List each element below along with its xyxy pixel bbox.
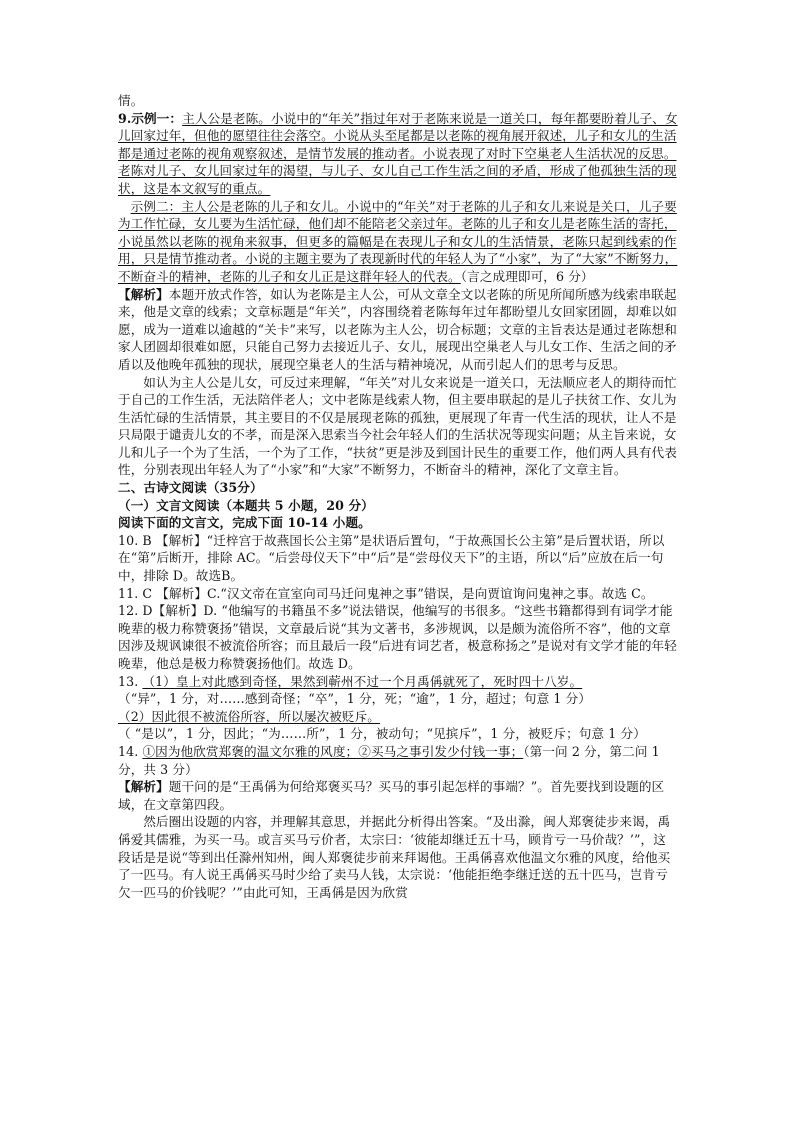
text-line: 情。 (118, 93, 144, 108)
score-note: （第一问 2 分，第二问 1 分，共 3 分） (118, 743, 660, 777)
analysis-text: 题干问的是“王禹偁为何给郑褒买马？买马的事引起怎样的事端？”。首先要找到设题的区域，在文章第四段。 (118, 779, 665, 812)
q9-analysis-2: 如认为主人公是儿女，可反过来理解，“年关”对儿女来说是一道关口，无法顺应老人的期待而忙于自己的工作生活，无法陪伴老人；文中老陈是线索人物，但主要串联起的是儿子扶贫工作、女儿为生活忙碌的生活情景，其主要目的不仅是展现老陈的孤独，更展现了年青一代生活的现状，让人不是只局限于谴责儿女的不孝，而是深入思索当今社会年轻人们的生活状况等现实问题；从主旨来说，女儿和儿子一个为了生活，一个为了工作，“扶贫”更是涉及到国计民生的重要工作，他们两人具有代表性，分别表现出年轻人为了“小家”和“大家”不断努力，不断奋斗的精神，深化了文章主旨。 (118, 374, 677, 478)
answer-text: ①因为他欣赏郑褒的温文尔雅的风度；②买马之事引发少付钱一事； (142, 743, 524, 759)
question-number: 13. (118, 673, 139, 689)
analysis-text: 本题开放式作答，如认为老陈是主人公，可从文章全文以老陈的所见所闻所感为线索串联起来，他是文章的线索；文章标题是“年关”，内容围绕着老陈每年过年都盼望儿女回家团圆，却难以如愿，成为一道难以逾越的“关卡”来写，以老陈为主人公，切合标题；文章的主旨表达是通过老陈想和家人团圆却很难如愿，只能自己努力去接近儿子、女儿，展现出空巢老人与儿女工作、生活之间的矛盾以及他晚年孤独的现状，展现空巢老人的生活与精神境况，从而引起人们的思考与反思。 (118, 286, 677, 372)
q10-answer: 10. B 【解析】“迁梓宫于故燕国长公主第”是状语后置句，“于故燕国长公主第”是后置状语，所以在“第”后断开，排除 AC。“后尝母仪天下”中“后”是“尝母仪天下”的主语，所以“后”应放在后一句中，排除 D。故选B。 (118, 532, 665, 584)
q14-analysis-2: 然后圈出设题的内容，并理解其意思，并据此分析得出答案。“及出滁，闽人郑褒徒步来谒，禹偁爱其儒雅，为买一马。或言买马亏价者，太宗曰：‘彼能却继迁五十马，顾肯亏一马价哉？’”，这段话是是说“等到出任滁州知州，闽人郑褒徒步前来拜谒他。王禹偁喜欢他温文尔雅的风度，给他买了一匹马。有人说王禹偁买马时少给了卖马人钱，太宗说：‘他能拒绝李继迁送的五十匹马，岂肯亏欠一匹马的价钱呢？’”由此可知，王禹偁是因为欣赏 (118, 814, 671, 900)
q13-line-1 (118, 673, 678, 691)
q14-analysis (118, 778, 678, 813)
q9-example-2 (118, 198, 678, 286)
q9-example-1 (118, 110, 678, 198)
q13-score-1: （“异”，1 分，对……感到奇怪；“卒”，1 分，死；“逾”，1 分，超过；句意 1 分） (118, 691, 592, 707)
answer-page (118, 92, 678, 901)
analysis-label: 【解析】 (118, 779, 169, 795)
question-number: 14. (118, 743, 139, 759)
example-label: 示例二： (130, 198, 182, 214)
subsection-heading: （一）文言文阅读（本题共 5 小题，20 分） (118, 497, 374, 513)
translation-1: （1）皇上对此感到奇怪，果然到蕲州不过一个月禹偁就死了，死时四十八岁。 (142, 673, 583, 689)
reading-instruction: 阅读下面的文言文，完成下面 10-14 小题。 (118, 515, 371, 531)
q11-answer: 11. C 【解析】C.“汉文帝在宣室向司马迁问鬼神之事”错误，是向贾谊询问鬼神之事。故选 C。 (118, 585, 654, 601)
section-heading: 二、古诗文阅读（35分） (118, 480, 263, 496)
q9-analysis (118, 286, 678, 374)
q14-answer (118, 743, 678, 778)
q13-score-2: （ “是以”，1 分，因此；“为……所”，1 分，被动句；“见摈斥”，1 分，被贬斥；句意 1 分） (118, 726, 646, 742)
analysis-label: 【解析】 (118, 286, 169, 302)
example-text: 主人公是老陈的儿子和女儿。小说中的“年关”对于老陈的儿子和女儿来说是关口，儿子要为工作忙碌，女儿要为生活忙碌，他们却不能陪老父亲过年。老陈的儿子和女儿是老陈生活的寄托，小说虽然以老陈的视角来叙事，但更多的篇幅是在表现儿子和女儿的生活情景，老陈只起到线索的作用，只是情节推动者。小说的主题主要为了表现新时代的年轻人为了“小家”，为了“大家”不断努力，不断奋斗的精神，老陈的儿子和女儿正是这群年轻人的代表。 (118, 198, 678, 284)
q13-line-2 (118, 708, 678, 726)
q12-answer: 12. D【解析】D. “他编写的书籍虽不多”说法错误，他编写的书很多。“这些书籍都得到有词学才能晚辈的极力称赞褒扬”错误，文章最后说“其为文著书，多涉规讽，以是颇为流俗所不容”，他的文章因涉及规讽谏很不被流俗所容；而且最后一段“后进有词艺者，极意称扬之”是说对有文学才能的年轻晚辈，他总是极力称赞褒扬他们。故选 D。 (118, 603, 677, 671)
translation-2: （2）因此很不被流俗所容，所以屡次被贬斥。 (118, 708, 380, 724)
example-text: 主人公是老陈。小说中的“年关”指过年对于老陈来说是一道关口，每年都要盼着儿子、女儿回家过年，但他的愿望往往会落空。小说从头至尾都是以老陈的视角展开叙述，儿子和女儿的生活都是通过老陈的视角观察叙述，是情节发展的推动者。小说表现了对时下空巢老人生活状况的反思。老陈对儿子、女儿回家过年的渴望，与儿子、女儿自己工作生活之间的矛盾，形成了他孤独生活的现状，这是本文叙写的重点。 (118, 110, 678, 196)
example-label: 9.示例一： (118, 110, 183, 126)
score-note: （言之成理即可，6 分） (460, 268, 594, 284)
